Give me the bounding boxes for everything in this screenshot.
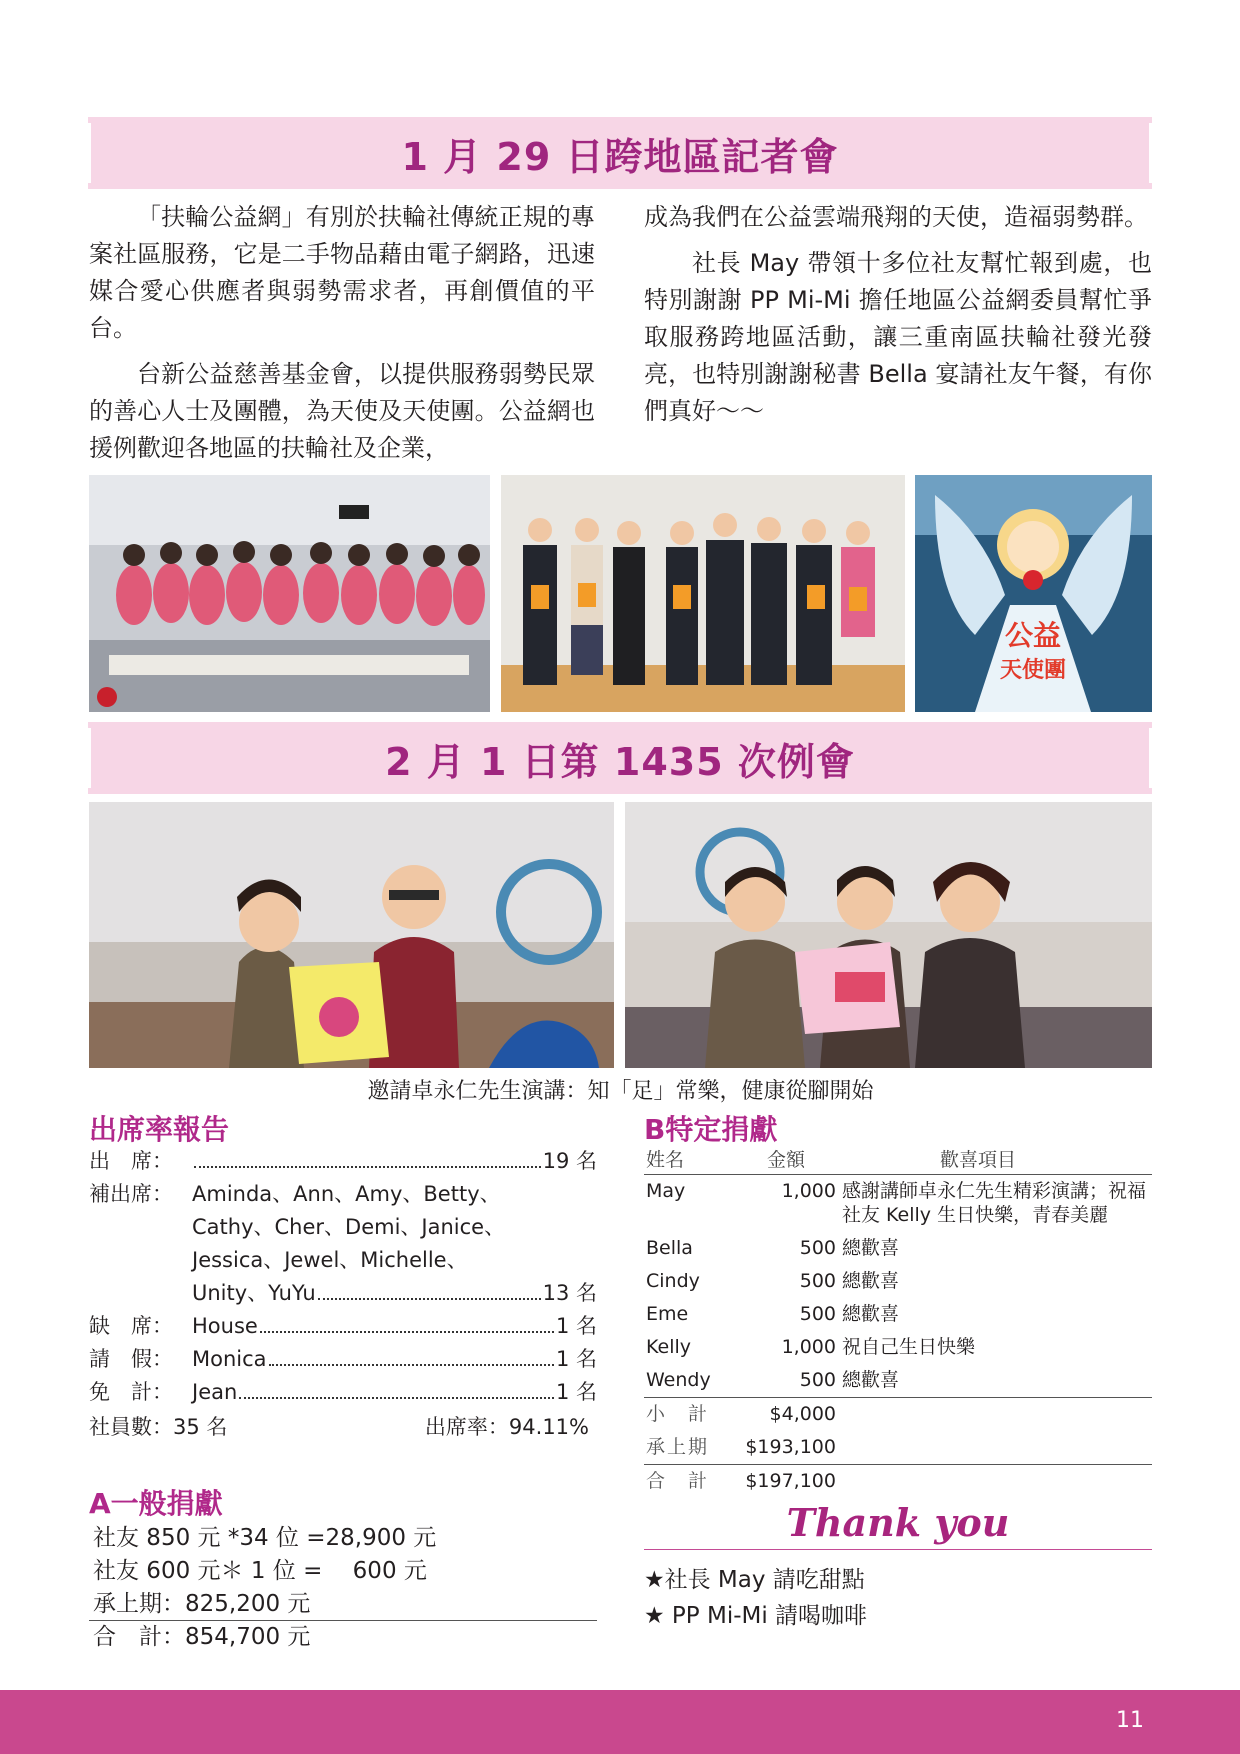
total-row (644, 1464, 1152, 1498)
attendance-count: 19 名 (542, 1149, 597, 1173)
attendance-exempt-row (89, 1376, 597, 1409)
photo-sign-text-line2: 天使團 (999, 658, 1067, 683)
subtotal-value: $4,000 (736, 1397, 840, 1431)
table-header-row (644, 1144, 1152, 1174)
attendance-count: 1 名 (555, 1380, 597, 1404)
donation-amount: 1,000 (781, 1179, 836, 1202)
section-title-press-conference: 1 月 29 日跨地區記者會 (401, 134, 839, 179)
leader-dots (260, 1331, 554, 1333)
section-banner-weekly-meeting (88, 722, 1152, 794)
photo-award-ceremony (501, 475, 905, 712)
attendance-count: 1 名 (555, 1347, 597, 1371)
attendance-absent-row (89, 1310, 597, 1343)
donor-name: Eme (646, 1302, 689, 1325)
attendance-present-row (89, 1145, 597, 1178)
donation-amount: 500 (799, 1368, 836, 1391)
donation-item: 總歡喜 (842, 1236, 900, 1259)
thanks-notes (644, 1562, 867, 1634)
thanks-note: ★社長 May 請吃甜點 (644, 1567, 865, 1593)
article-column-left (89, 199, 595, 476)
donation-amount: 500 (799, 1236, 836, 1259)
table-row (644, 1364, 1152, 1398)
attendance-rate: 出席率：94.11% (424, 1415, 589, 1439)
leader-dots (239, 1397, 554, 1399)
subtotal-label: 小 計 (644, 1397, 736, 1431)
special-donation-title: B特定捐獻 (644, 1113, 778, 1146)
donor-name: Kelly (646, 1335, 692, 1358)
paragraph-continuation: 成為我們在公益雲端飛翔的天使，造福弱勢群。 (644, 203, 1148, 231)
donor-name: Bella (646, 1236, 693, 1259)
donation-amount: 500 (799, 1269, 836, 1292)
photo-speaker-gift (89, 802, 614, 1068)
donation-item: 祝自己生日快樂 (842, 1335, 976, 1358)
donation-line: 社友 600 元＊ 1 位 = 600 元 (93, 1558, 427, 1584)
subtotal-row (644, 1397, 1152, 1431)
donation-line: 社友 850 元 *34 位 =28,900 元 (93, 1525, 437, 1551)
article-column-right (644, 199, 1152, 439)
donation-amount: 1,000 (781, 1335, 836, 1358)
photo-sign-text-line1: 公益 (1004, 619, 1062, 652)
column-header-item: 歡喜項目 (840, 1144, 1152, 1174)
previous-value: $193,100 (745, 1435, 836, 1458)
page-footer-bar (0, 1690, 1240, 1754)
attendance-label: 缺 席： (89, 1314, 173, 1338)
attendance-label: 免 計： (89, 1380, 173, 1404)
leader-dots (269, 1364, 554, 1366)
table-row (644, 1174, 1152, 1232)
general-donation-title: A一般捐獻 (89, 1487, 223, 1520)
total-value: $197,100 (736, 1464, 840, 1498)
leader-dots (318, 1298, 541, 1300)
member-count: 社員數：35 名 (89, 1415, 228, 1439)
leader-dots (194, 1166, 541, 1168)
table-row (644, 1298, 1152, 1331)
column-header-name: 姓名 (644, 1144, 736, 1174)
attendance-label: 補出席： (89, 1182, 173, 1206)
donation-item: 總歡喜 (842, 1269, 900, 1292)
makeup-names: Aminda、Ann、Amy、Betty、 (192, 1182, 501, 1206)
photo-caption: 邀請卓永仁先生演講：知「足」常樂，健康從腳開始 (367, 1079, 874, 1104)
donation-amount: 500 (799, 1302, 836, 1325)
attendance-leave-row (89, 1343, 597, 1376)
table-row (644, 1232, 1152, 1265)
attendance-report (89, 1145, 597, 1444)
attendance-label: 請 假： (89, 1347, 173, 1371)
attendance-count: 13 名 (542, 1281, 597, 1305)
page-number: 11 (1116, 1708, 1144, 1733)
photo-angel-sign (915, 475, 1152, 712)
attendance-makeup-last-row (89, 1277, 597, 1310)
attendance-summary-row (89, 1411, 597, 1444)
general-donation (89, 1522, 597, 1654)
attendance-name: House (192, 1314, 258, 1338)
paragraph: 「扶輪公益網」有別於扶輪社傳統正規的專案社區服務，它是二手物品藉由電子網路，迅速媒合愛心供應者與弱勢需求者，再創價值的平台。 (89, 203, 595, 342)
attendance-count: 1 名 (555, 1314, 597, 1338)
attendance-label: 出 席： (89, 1149, 173, 1173)
paragraph: 社長 May 帶領十多位社友幫忙報到處，也特別謝謝 PP Mi-Mi 擔任地區公益網委員幫忙爭取服務跨地區活動，讓三重南區扶輪社發光發亮，也特別謝謝秘書 Bella 宴請社友午餐，有你們真好～～ (644, 249, 1152, 425)
paragraph: 台新公益慈善基金會，以提供服務弱勢民眾的善心人士及團體，為天使及天使團。公益網也援例歡迎各地區的扶輪社及企業， (89, 360, 595, 462)
donation-line: 承上期：825,200 元 (89, 1588, 597, 1621)
donor-name: Wendy (646, 1368, 711, 1391)
makeup-names: Unity、YuYu (192, 1281, 316, 1305)
table-row (644, 1331, 1152, 1364)
divider (644, 1549, 1152, 1550)
previous-row (644, 1431, 1152, 1465)
photo-group-volunteers (89, 475, 490, 712)
donation-item: 感謝講師卓永仁先生精彩演講；祝福社友 Kelly 生日快樂，青春美麗 (842, 1179, 1147, 1226)
donation-item: 總歡喜 (842, 1302, 900, 1325)
thanks-note: ★ PP Mi-Mi 請喝咖啡 (644, 1603, 868, 1629)
donation-item: 總歡喜 (842, 1368, 900, 1391)
special-donation-table (644, 1144, 1152, 1498)
attendance-title: 出席率報告 (89, 1113, 230, 1146)
attendance-name: Jean (192, 1380, 238, 1404)
makeup-names: Cathy、Cher、Demi、Janice、 (192, 1215, 506, 1239)
donor-name: Cindy (646, 1269, 700, 1292)
attendance-name: Monica (192, 1347, 267, 1371)
column-header-amount: 金額 (736, 1144, 840, 1174)
section-title-weekly-meeting: 2 月 1 日第 1435 次例會 (385, 739, 855, 784)
section-banner-press-conference (88, 117, 1152, 189)
photo-gift-presentation (625, 802, 1152, 1068)
donation-total: 合 計：854,700 元 (93, 1624, 311, 1650)
makeup-names: Jessica、Jewel、Michelle、 (192, 1248, 468, 1272)
donor-name: May (646, 1179, 686, 1202)
previous-label: 承上期 (646, 1435, 710, 1458)
thank-you-heading: Thank you (786, 1500, 1010, 1545)
attendance-makeup-row (89, 1178, 597, 1211)
table-row (644, 1265, 1152, 1298)
total-label: 合 計 (644, 1464, 736, 1498)
